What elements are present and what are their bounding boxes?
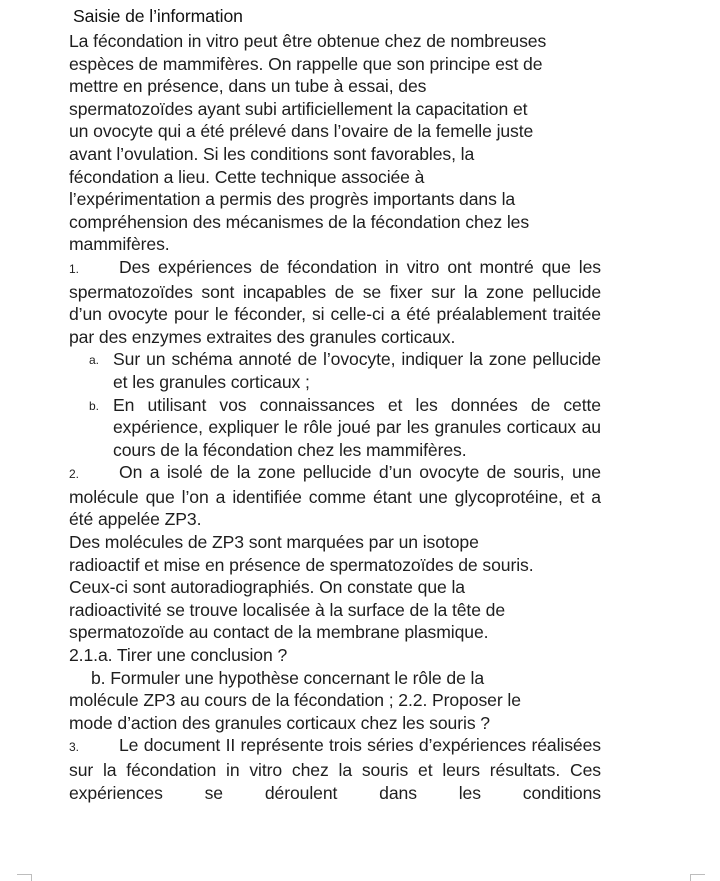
question-2-1b (69, 667, 601, 735)
sub-text: En utilisant vos connaissances et les données de cette expérience, expliquer le rôle joué par les granules corticaux au cours de la fécondation chez les mammifères. (113, 394, 601, 460)
intro-line: compréhension des mécanismes de la fécondation chez les (69, 211, 530, 232)
sub-text: Sur un schéma annoté de l’ovocyte, indiquer la zone pellucide et les granules corticaux ; (113, 349, 601, 392)
question-1b (69, 394, 601, 462)
question-number: 3. (69, 740, 79, 755)
question-2-paragraph (69, 531, 601, 644)
paragraph-line: Des molécules de ZP3 sont marquées par un isotope (69, 532, 479, 553)
paragraph-line: radioactivité se trouve localisée à la surface de la tête de (69, 599, 506, 620)
intro-line: mettre en présence, dans un tube à essai, des (69, 76, 427, 97)
question-1a (69, 348, 601, 393)
intro-paragraph (69, 30, 601, 256)
question-3 (69, 734, 601, 804)
question-1 (69, 256, 601, 348)
intro-line: spermatozoïdes ayant subi artificiellement la capacitation et (69, 98, 528, 119)
intro-line: La fécondation in vitro peut être obtenue chez de nombreuses (69, 31, 547, 51)
sub-marker: b. (89, 398, 99, 413)
intro-line: l’expérimentation a permis des progrès importants dans la (69, 189, 516, 210)
question-2 (69, 461, 601, 531)
paragraph-line: Ceux-ci sont autoradiographiés. On constate que la (69, 577, 465, 598)
document-page (69, 4, 601, 804)
intro-line: fécondation a lieu. Cette technique associée à (69, 166, 425, 187)
paragraph-line: radioactif et mise en présence de spermatozoïdes de souris. (69, 554, 534, 575)
question-text: Le document II représente trois séries d’expériences réalisées sur la fécondation in vitro chez la souris et leurs résultats. Ces expériences se déroulent dans les conditions (69, 735, 601, 803)
intro-line: un ovocyte qui a été prélevé dans l’ovaire de la femelle juste (69, 121, 534, 142)
question-text: Des expériences de fécondation in vitro ont montré que les spermatozoïdes sont incapables de se fixer sur la zone pellucide d’un ovocyte pour le féconder, si celle-ci a été préalablement traitée par des enzymes extraites des granules corticaux. (69, 256, 601, 347)
intro-line: mammifères. (69, 234, 170, 255)
paragraph-line: spermatozoïde au contact de la membrane plasmique. (69, 622, 489, 643)
question-number: 2. (69, 467, 79, 482)
question-2-1a: 2.1.a. Tirer une conclusion ? (69, 645, 288, 666)
sub-marker: a. (89, 353, 99, 368)
document-title: Saisie de l’information (73, 6, 243, 26)
paragraph-line: mode d’action des granules corticaux chez les souris ? (69, 712, 490, 733)
paragraph-line: molécule ZP3 au cours de la fécondation ; 2.2. Proposer le (69, 690, 521, 711)
intro-line: avant l’ovulation. Si les conditions sont favorables, la (69, 143, 475, 164)
paragraph-line: b. Formuler une hypothèse concernant le rôle de la (91, 667, 485, 688)
question-text: On a isolé de la zone pellucide d’un ovocyte de souris, une molécule que l’on a identifiée comme étant une glycoprotéine, et a été appelée ZP3. (69, 462, 601, 530)
intro-line: espèces de mammifères. On rappelle que son principe est de (69, 53, 543, 74)
question-number: 1. (69, 261, 79, 276)
